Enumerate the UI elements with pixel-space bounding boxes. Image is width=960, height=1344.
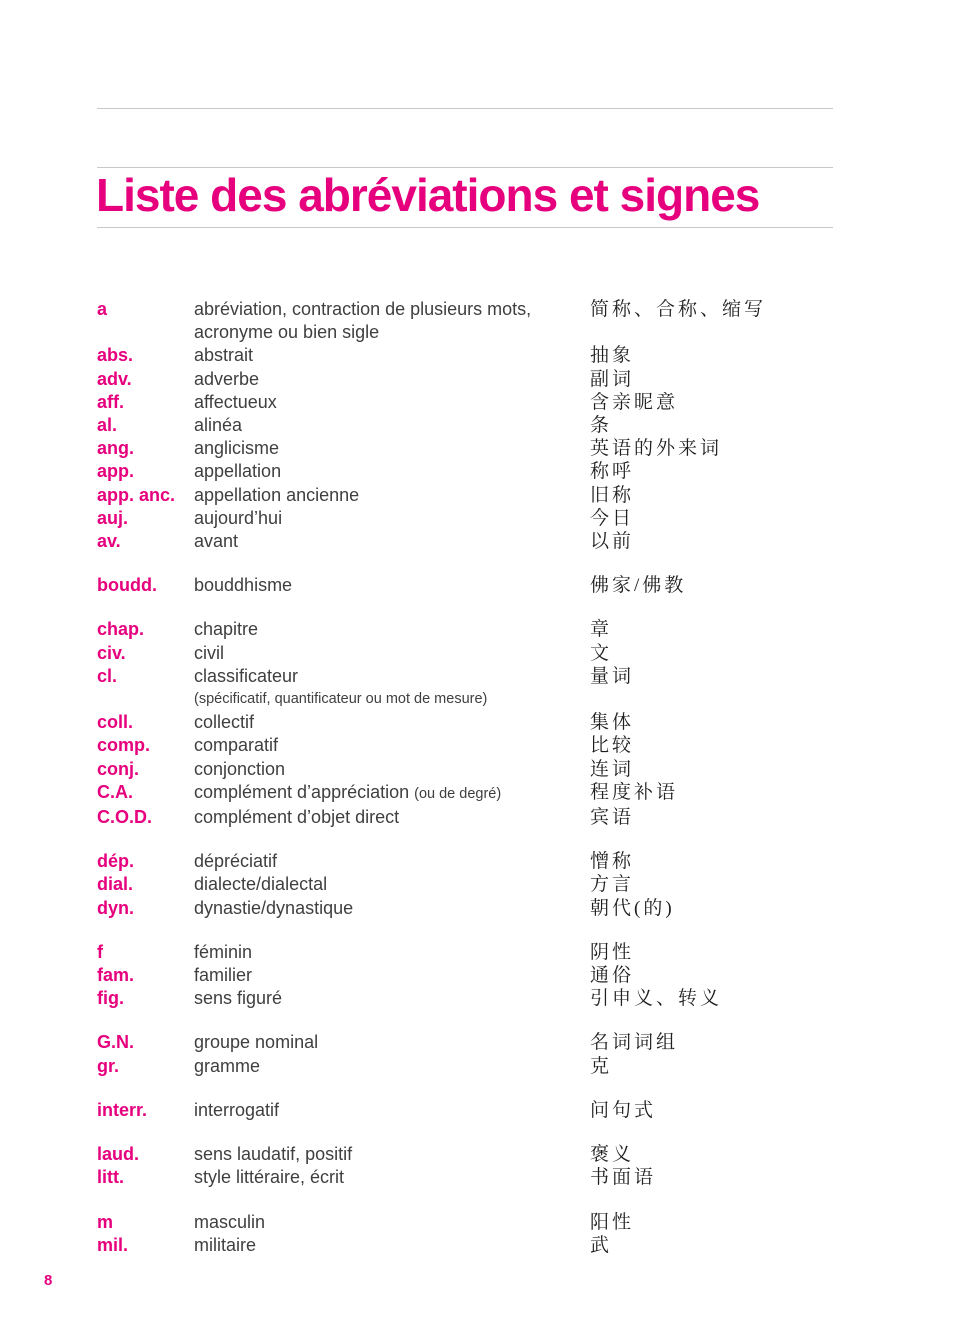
french-text: gramme — [194, 1055, 261, 1076]
abbreviation-label: fig. — [97, 988, 124, 1009]
french-definition — [194, 530, 590, 553]
french-text: anglicisme — [194, 438, 280, 459]
chinese-translation: 含亲昵意 — [590, 391, 679, 413]
abbreviation-label: G.N. — [97, 1032, 135, 1053]
french-definition-line — [194, 460, 590, 483]
french-definition-line — [194, 298, 590, 321]
page-title: Liste des abréviations et signes — [96, 169, 760, 221]
french-definition-line — [194, 642, 590, 665]
french-definition-line — [194, 665, 590, 688]
french-text: dialecte/dialectal — [194, 874, 328, 895]
french-definition — [194, 897, 590, 920]
chinese-translation: 英语的外来词 — [590, 438, 723, 460]
french-text: alinéa — [194, 415, 243, 436]
french-text: abréviation, contraction de plusieurs mots, — [194, 299, 532, 319]
french-definition-line — [194, 391, 590, 414]
abbreviation-label: al. — [97, 415, 118, 436]
french-text: adverbe — [194, 368, 260, 389]
french-definition — [194, 298, 590, 344]
french-definition — [194, 758, 590, 781]
abbreviation-label: f — [97, 941, 103, 962]
table-row — [97, 530, 833, 553]
french-definition-line — [194, 897, 590, 920]
abbreviation-group — [97, 850, 833, 920]
chinese-translation: 朝代(的) — [590, 897, 675, 919]
table-row — [97, 1143, 833, 1166]
french-definition — [194, 642, 590, 665]
chinese-translation: 抽象 — [590, 345, 635, 367]
french-text: complément d’objet direct — [194, 807, 400, 828]
french-text: complément d’appréciation — [194, 781, 415, 802]
french-text: chapitre — [194, 619, 259, 640]
french-text: appellation — [194, 461, 282, 482]
abbreviation-label: cl. — [97, 665, 118, 686]
table-row — [97, 574, 833, 597]
abbreviation-label: a — [97, 299, 108, 319]
abbreviation-label: dép. — [97, 851, 135, 872]
french-definition — [194, 665, 590, 711]
french-definition-line — [194, 344, 590, 367]
french-text: avant — [194, 531, 239, 552]
chinese-translation: 比较 — [590, 735, 635, 757]
french-definition-line — [194, 850, 590, 873]
french-definition-line — [194, 711, 590, 734]
french-text: conjonction — [194, 758, 286, 779]
chinese-translation: 阳性 — [590, 1211, 635, 1233]
french-definition-line — [194, 758, 590, 781]
french-definition-line — [194, 734, 590, 757]
abbreviation-label: m — [97, 1211, 114, 1232]
french-definition-line — [194, 781, 590, 806]
table-row — [97, 368, 833, 391]
chinese-translation: 阴性 — [590, 941, 635, 963]
abbreviation-label: ang. — [97, 438, 135, 459]
table-row — [97, 437, 833, 460]
chinese-translation: 量词 — [590, 665, 635, 687]
french-text: interrogatif — [194, 1099, 280, 1120]
french-text: appellation ancienne — [194, 484, 360, 505]
table-row — [97, 460, 833, 483]
french-definition — [194, 1099, 590, 1122]
french-definition — [194, 414, 590, 437]
page-number: 8 — [44, 1272, 53, 1289]
chinese-translation: 以前 — [590, 531, 635, 553]
french-definition — [194, 507, 590, 530]
french-definition — [194, 460, 590, 483]
french-definition — [194, 1234, 590, 1257]
french-text: aujourd’hui — [194, 507, 283, 528]
table-row — [97, 618, 833, 641]
french-text: acronyme ou bien sigle — [194, 322, 380, 343]
chinese-translation: 集体 — [590, 712, 635, 734]
abbreviation-label: coll. — [97, 712, 134, 733]
french-definition — [194, 711, 590, 734]
french-text: féminin — [194, 941, 253, 962]
abbreviation-label: litt. — [97, 1167, 124, 1188]
chinese-translation: 引申义、转义 — [590, 988, 723, 1010]
french-text: dynastie/dynastique — [194, 897, 354, 918]
table-row — [97, 1099, 833, 1122]
french-text: bouddhisme — [194, 575, 293, 596]
table-row — [97, 711, 833, 734]
top-divider — [97, 108, 833, 109]
french-definition — [194, 1143, 590, 1166]
chinese-translation: 宾语 — [590, 807, 635, 829]
french-definition — [194, 344, 590, 367]
chinese-translation: 副词 — [590, 368, 635, 390]
abbreviation-label: adv. — [97, 368, 132, 389]
abbreviation-group — [97, 618, 833, 829]
table-row — [97, 391, 833, 414]
french-definition — [194, 964, 590, 987]
abbreviation-label: conj. — [97, 758, 140, 779]
table-row — [97, 964, 833, 987]
french-definition — [194, 941, 590, 964]
chinese-translation: 通俗 — [590, 965, 635, 987]
french-definition-line — [194, 507, 590, 530]
french-text: masculin — [194, 1211, 266, 1232]
table-row — [97, 642, 833, 665]
abbreviation-label: app. anc. — [97, 484, 176, 505]
title-top-divider — [97, 167, 833, 168]
french-definition — [194, 618, 590, 641]
table-row — [97, 414, 833, 437]
table-row — [97, 987, 833, 1010]
french-definition — [194, 873, 590, 896]
table-row — [97, 806, 833, 829]
abbreviation-group — [97, 1211, 833, 1257]
abbreviation-label: abs. — [97, 345, 134, 366]
abbreviation-group — [97, 941, 833, 1011]
french-definition — [194, 484, 590, 507]
french-text: familier — [194, 965, 253, 986]
chinese-translation: 问句式 — [590, 1099, 657, 1121]
chinese-translation: 文 — [590, 642, 613, 664]
french-definition-line — [194, 1099, 590, 1122]
chinese-translation: 称呼 — [590, 461, 635, 483]
french-definition — [194, 987, 590, 1010]
french-definition — [194, 734, 590, 757]
abbreviation-label: fam. — [97, 965, 135, 986]
french-inline-note: (ou de degré) — [414, 785, 502, 802]
french-definition-line — [194, 368, 590, 391]
chinese-translation: 程度补语 — [590, 781, 679, 803]
table-row — [97, 781, 833, 806]
french-definition — [194, 1055, 590, 1078]
chinese-translation: 佛家/佛教 — [590, 575, 687, 597]
table-row — [97, 1211, 833, 1234]
table-row — [97, 1031, 833, 1054]
table-row — [97, 941, 833, 964]
french-definition-line — [194, 574, 590, 597]
chinese-translation: 书面语 — [590, 1167, 657, 1189]
french-definition — [194, 1166, 590, 1189]
table-row — [97, 850, 833, 873]
table-row — [97, 897, 833, 920]
french-definition — [194, 1031, 590, 1054]
abbreviation-label: civ. — [97, 642, 126, 663]
chinese-translation: 连词 — [590, 758, 635, 780]
abbreviation-label: comp. — [97, 735, 151, 756]
french-note-line: (spécificatif, quantificateur ou mot de mesure) — [194, 691, 488, 708]
french-definition-line — [194, 414, 590, 437]
french-text: sens figuré — [194, 988, 283, 1009]
table-row — [97, 1234, 833, 1257]
abbreviation-label: aff. — [97, 391, 124, 412]
french-text: abstrait — [194, 345, 254, 366]
abbreviation-label: app. — [97, 461, 135, 482]
abbreviation-label: interr. — [97, 1099, 148, 1120]
french-text: classificateur — [194, 665, 299, 686]
abbreviation-label: dial. — [97, 874, 134, 895]
table-row — [97, 665, 833, 711]
french-definition-line — [194, 964, 590, 987]
french-definition — [194, 850, 590, 873]
chinese-translation: 名词词组 — [590, 1032, 679, 1054]
french-definition — [194, 368, 590, 391]
table-row — [97, 484, 833, 507]
french-text: civil — [194, 642, 224, 663]
abbreviation-group — [97, 1143, 833, 1189]
abbreviation-label: dyn. — [97, 897, 135, 918]
title-bottom-divider — [97, 227, 833, 228]
chinese-translation: 章 — [590, 619, 613, 641]
abbreviation-label: gr. — [97, 1055, 120, 1076]
abbreviation-label: mil. — [97, 1234, 129, 1255]
abbreviation-table — [97, 298, 833, 1278]
french-definition-line — [194, 1031, 590, 1054]
table-row — [97, 734, 833, 757]
french-definition-line — [194, 484, 590, 507]
abbreviation-label: auj. — [97, 507, 129, 528]
french-text: affectueux — [194, 391, 277, 412]
french-definition-line — [194, 1234, 590, 1257]
chinese-translation: 褒义 — [590, 1144, 635, 1166]
french-definition — [194, 574, 590, 597]
abbreviation-label: av. — [97, 531, 121, 552]
chinese-translation: 旧称 — [590, 484, 635, 506]
french-definition-line — [194, 1055, 590, 1078]
french-definition — [194, 437, 590, 460]
french-definition-line — [194, 941, 590, 964]
french-definition-line — [194, 618, 590, 641]
french-text: groupe nominal — [194, 1032, 319, 1053]
table-row — [97, 344, 833, 367]
abbreviation-group — [97, 1031, 833, 1077]
abbreviation-label: boudd. — [97, 575, 157, 596]
chinese-translation: 憎称 — [590, 851, 635, 873]
french-definition-line — [194, 1143, 590, 1166]
chinese-translation: 克 — [590, 1055, 613, 1077]
french-definition — [194, 781, 590, 806]
chinese-translation: 方言 — [590, 874, 635, 896]
table-row — [97, 507, 833, 530]
french-text: style littéraire, écrit — [194, 1167, 345, 1188]
table-row — [97, 758, 833, 781]
table-row — [97, 1055, 833, 1078]
abbreviation-label: C.O.D. — [97, 807, 153, 828]
chinese-translation: 今日 — [590, 507, 635, 529]
chinese-translation: 条 — [590, 415, 613, 437]
french-definition-line — [194, 806, 590, 829]
french-definition-line — [194, 437, 590, 460]
chinese-translation: 简称、合称、缩写 — [590, 299, 767, 320]
french-text: dépréciatif — [194, 851, 278, 872]
french-definition-line — [194, 1211, 590, 1234]
abbreviation-group — [97, 574, 833, 597]
table-row — [97, 298, 833, 344]
french-definition-line — [194, 987, 590, 1010]
french-definition-line — [194, 321, 590, 344]
chinese-translation: 武 — [590, 1234, 613, 1256]
french-definition-line — [194, 873, 590, 896]
abbreviation-label: chap. — [97, 619, 145, 640]
french-text: collectif — [194, 712, 255, 733]
table-row — [97, 873, 833, 896]
french-text: sens laudatif, positif — [194, 1144, 353, 1165]
french-text: militaire — [194, 1234, 257, 1255]
french-definition-line — [194, 530, 590, 553]
abbreviation-group — [97, 1099, 833, 1122]
french-text: comparatif — [194, 735, 279, 756]
french-definition-line — [194, 1166, 590, 1189]
french-definition — [194, 391, 590, 414]
french-definition — [194, 1211, 590, 1234]
abbreviation-group — [97, 298, 833, 553]
french-definition — [194, 806, 590, 829]
abbreviation-label: laud. — [97, 1144, 140, 1165]
abbreviation-label: C.A. — [97, 781, 133, 802]
table-row — [97, 1166, 833, 1189]
